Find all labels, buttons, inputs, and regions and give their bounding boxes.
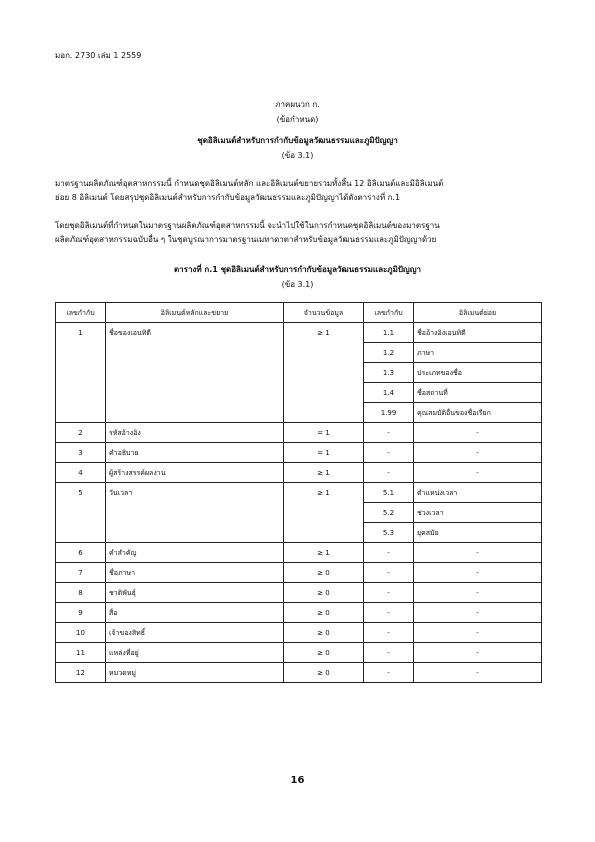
row-count: = 1	[284, 423, 364, 443]
row-element-span	[106, 503, 284, 523]
sub-number: 1.2	[364, 343, 414, 363]
annex-subtitle: (ข้อกำหนด)	[276, 115, 319, 124]
sub-element: -	[414, 423, 542, 443]
row-count-span	[284, 383, 364, 403]
row-number: 11	[56, 643, 106, 663]
sub-number: -	[364, 563, 414, 583]
sub-element: ช่วงเวลา	[414, 503, 542, 523]
row-number: 7	[56, 563, 106, 583]
sub-number: 1.1	[364, 323, 414, 343]
sub-number: 5.3	[364, 523, 414, 543]
row-element-span	[106, 383, 284, 403]
table-row	[56, 563, 542, 583]
row-element: เจ้าของสิทธิ์	[106, 623, 284, 643]
sub-element: ประเภทของชื่อ	[414, 363, 542, 383]
row-count-span	[284, 523, 364, 543]
row-number: 5	[56, 483, 106, 503]
table-row	[56, 503, 542, 523]
sub-number: -	[364, 583, 414, 603]
sub-number: 5.2	[364, 503, 414, 523]
sub-number: -	[364, 443, 414, 463]
row-element-span	[106, 343, 284, 363]
row-number: 1	[56, 323, 106, 343]
row-number: 6	[56, 543, 106, 563]
row-number-span	[56, 503, 106, 523]
header-element: อิลิเมนต์หลักและขยาย	[106, 303, 284, 323]
sub-element: -	[414, 663, 542, 683]
row-count: = 1	[284, 443, 364, 463]
sub-number: -	[364, 423, 414, 443]
table-row	[56, 663, 542, 683]
standard-number: มอก. 2730 เล่ม 1 2559	[55, 51, 142, 60]
row-element: แหล่งที่อยู่	[106, 643, 284, 663]
paragraph-2-line-2: ผลิตภัณฑ์อุตสาหกรรมฉบับอื่น ๆ ในชุดบูรณาการมาตรฐานเมทาดาตาสำหรับข้อมูลวัฒนธรรมและภูมิปัญญาด้วย	[55, 235, 437, 244]
row-number-span	[56, 383, 106, 403]
row-number: 4	[56, 463, 106, 483]
row-element: คำสำคัญ	[106, 543, 284, 563]
sub-element: -	[414, 443, 542, 463]
paragraph-1-line-2: ย่อย 8 อิลิเมนต์ โดยสรุปชุดอิลิเมนต์สำหรับการกำกับข้อมูลวัฒนธรรมและภูมิปัญญาได้ดังตารางที่ ก.1	[55, 193, 401, 202]
row-element-span	[106, 523, 284, 543]
annex-heading-ref: (ข้อ 3.1)	[281, 151, 314, 160]
table-row	[56, 363, 542, 383]
row-element: คำอธิบาย	[106, 443, 284, 463]
sub-number: -	[364, 623, 414, 643]
sub-number: -	[364, 643, 414, 663]
table-row	[56, 583, 542, 603]
sub-number: -	[364, 663, 414, 683]
table-row	[56, 403, 542, 423]
row-number-span	[56, 343, 106, 363]
sub-number: -	[364, 463, 414, 483]
sub-element: -	[414, 623, 542, 643]
sub-element: ภาษา	[414, 343, 542, 363]
row-count-span	[284, 403, 364, 423]
sub-element: ยุคสมัย	[414, 523, 542, 543]
row-count: ≥ 0	[284, 663, 364, 683]
row-count-span	[284, 363, 364, 383]
sub-element: ตำแหน่งเวลา	[414, 483, 542, 503]
row-count-span	[284, 503, 364, 523]
paragraph-2	[55, 219, 543, 247]
row-element-span	[106, 363, 284, 383]
row-number: 10	[56, 623, 106, 643]
table-row	[56, 483, 542, 503]
header-sub-element: อิลิเมนต์ย่อย	[414, 303, 542, 323]
table-row	[56, 543, 542, 563]
sub-element: -	[414, 583, 542, 603]
table-row	[56, 383, 542, 403]
header-number: เลขกำกับ	[56, 303, 106, 323]
row-number: 3	[56, 443, 106, 463]
row-element: ชื่อภาษา	[106, 563, 284, 583]
row-element: ชื่อของเอนทิตี	[106, 323, 284, 343]
row-element: หมวดหมู่	[106, 663, 284, 683]
table-row	[56, 463, 542, 483]
row-element-span	[106, 403, 284, 423]
row-number-span	[56, 403, 106, 423]
row-number: 9	[56, 603, 106, 623]
sub-number: 1.4	[364, 383, 414, 403]
page-number: 16	[290, 775, 305, 786]
row-element: สื่อ	[106, 603, 284, 623]
sub-number: 1.99	[364, 403, 414, 423]
sub-element: ชื่อสถานที่	[414, 383, 542, 403]
table-row	[56, 443, 542, 463]
row-count: ≥ 0	[284, 563, 364, 583]
row-number: 8	[56, 583, 106, 603]
row-count: ≥ 1	[284, 483, 364, 503]
table-caption-ref: (ข้อ 3.1)	[281, 280, 314, 289]
row-element: ผู้สร้างสรรค์ผลงาน	[106, 463, 284, 483]
table-row	[56, 523, 542, 543]
sub-element: -	[414, 563, 542, 583]
table-row	[56, 423, 542, 443]
row-count: ≥ 0	[284, 643, 364, 663]
header-sub-number: เลขกำกับ	[364, 303, 414, 323]
paragraph-1-line-1: มาตรฐานผลิตภัณฑ์อุตสาหกรรมนี้ กำหนดชุดอิลิเมนต์หลัก และอิลิเมนต์ขยายรวมทั้งสิ้น 12 อิลิเมนต์และมีอิลิเมนต์	[55, 179, 444, 188]
sub-element: คุณสมบัติอื่นของชื่อเรียก	[414, 403, 542, 423]
header-count: จำนวนข้อมูล	[284, 303, 364, 323]
sub-number: 1.3	[364, 363, 414, 383]
table-row	[56, 623, 542, 643]
row-number-span	[56, 363, 106, 383]
sub-number: 5.1	[364, 483, 414, 503]
element-set-table	[55, 302, 542, 683]
table-row	[56, 643, 542, 663]
sub-element: ชื่ออ้างอิงเอนทิตี	[414, 323, 542, 343]
row-element: รหัสอ้างอิง	[106, 423, 284, 443]
table-row	[56, 323, 542, 343]
table-row	[56, 343, 542, 363]
row-number: 12	[56, 663, 106, 683]
sub-element: -	[414, 643, 542, 663]
sub-element: -	[414, 463, 542, 483]
row-count: ≥ 1	[284, 323, 364, 343]
row-count-span	[284, 343, 364, 363]
row-count: ≥ 1	[284, 543, 364, 563]
annex-title: ภาคผนวก ก.	[275, 100, 320, 109]
row-number: 2	[56, 423, 106, 443]
sub-number: -	[364, 603, 414, 623]
table-row	[56, 603, 542, 623]
row-element: วันเวลา	[106, 483, 284, 503]
row-number-span	[56, 523, 106, 543]
row-count: ≥ 0	[284, 623, 364, 643]
paragraph-1	[55, 177, 543, 205]
annex-heading: ชุดอิลิเมนต์สำหรับการกำกับข้อมูลวัฒนธรรมและภูมิปัญญา	[197, 136, 398, 145]
sub-number: -	[364, 543, 414, 563]
table-header-row	[56, 303, 542, 323]
row-count: ≥ 0	[284, 583, 364, 603]
table-caption: ตารางที่ ก.1 ชุดอิลิเมนต์สำหรับการกำกับข้อมูลวัฒนธรรมและภูมิปัญญา	[173, 265, 422, 274]
row-element: ชาติพันธุ์	[106, 583, 284, 603]
sub-element: -	[414, 603, 542, 623]
row-count: ≥ 0	[284, 603, 364, 623]
sub-element: -	[414, 543, 542, 563]
paragraph-2-line-1: โดยชุดอิลิเมนต์ที่กำหนดในมาตรฐานผลิตภัณฑ์อุตสาหกรรมนี้ จะนำไปใช้ในการกำหนดชุดอิลิเมนต์ของมาตรฐาน	[55, 221, 440, 230]
row-count: ≥ 1	[284, 463, 364, 483]
